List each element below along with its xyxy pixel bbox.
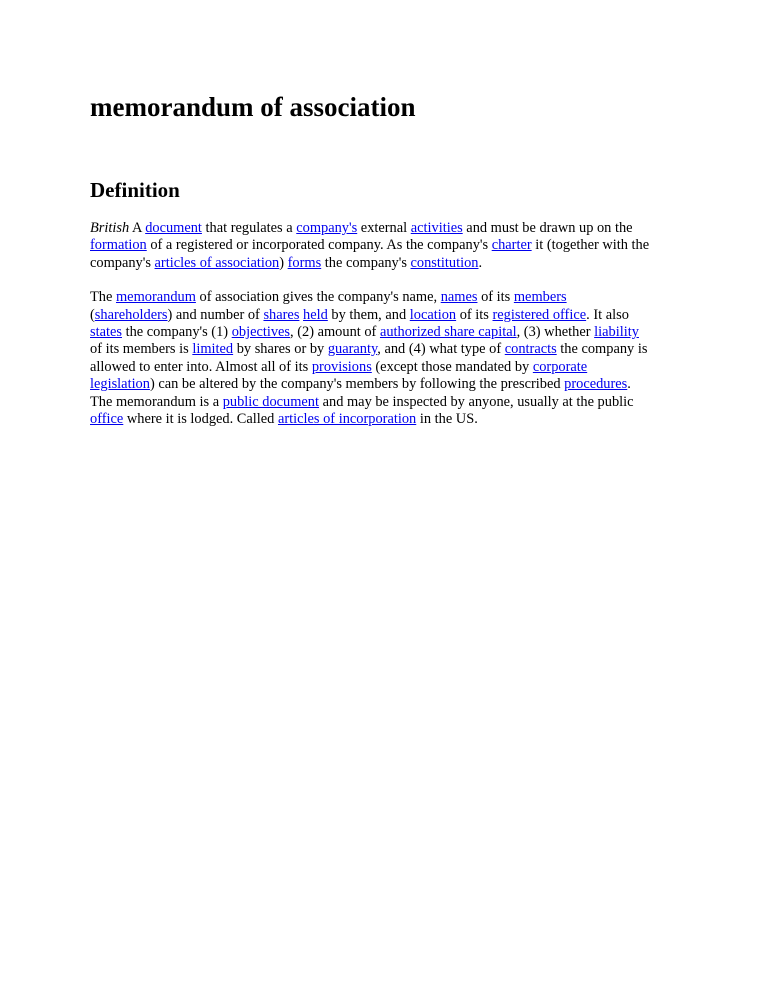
text-run: , and (4) what type of [377, 341, 505, 357]
link-constitution[interactable]: constitution [410, 255, 479, 271]
text-run: , (3) whether [516, 324, 595, 340]
text-run: ) [279, 255, 288, 271]
text-run: the company is [556, 341, 648, 357]
text-run: that regulates a [201, 220, 297, 236]
region-label: British [90, 220, 130, 236]
text-run: ( [90, 307, 95, 323]
text-run: it (together with the [531, 237, 650, 253]
paragraph-line [90, 220, 633, 237]
link-states[interactable]: states [90, 324, 122, 340]
text-run: where it is lodged. Called [123, 411, 278, 427]
link-charter[interactable]: charter [491, 237, 532, 253]
text-run: of a registered or incorporated company. As the company's [146, 237, 492, 253]
link-companys[interactable]: company's [296, 220, 358, 236]
link-members[interactable]: members [513, 289, 567, 305]
text-run: , (2) amount of [290, 324, 380, 340]
text-run: . It also [586, 307, 629, 323]
link-articles-of-incorporation[interactable]: articles of incorporation [277, 411, 417, 427]
link-objectives[interactable]: objectives [231, 324, 291, 340]
paragraph-line [90, 307, 629, 324]
paragraph-line [90, 341, 647, 358]
text-run: the company's (1) [121, 324, 232, 340]
link-held[interactable]: held [303, 307, 328, 323]
text-run: company's [90, 255, 155, 271]
paragraph-line [90, 359, 587, 376]
text-run: . [478, 255, 483, 271]
link-shareholders[interactable]: shareholders [94, 307, 168, 323]
link-formation[interactable]: formation [90, 237, 147, 253]
page-title: memorandum of association [90, 92, 416, 122]
section-heading-definition: Definition [90, 178, 180, 202]
text-run: of its [477, 289, 514, 305]
text-run: (except those mandated by [371, 359, 533, 375]
text-run: The memorandum is a [90, 394, 223, 410]
text-run: and may be inspected by anyone, usually at the public [319, 394, 634, 410]
text-run: external [357, 220, 411, 236]
paragraph-line [90, 237, 649, 254]
paragraph-line [90, 255, 482, 272]
text-run: by them, and [327, 307, 410, 323]
link-office[interactable]: office [90, 411, 124, 427]
link-articles-of-association[interactable]: articles of association [154, 255, 280, 271]
link-contracts[interactable]: contracts [504, 341, 557, 357]
link-public-document[interactable]: public document [222, 394, 320, 410]
text-run: of its members is [90, 341, 193, 357]
text-run: of association gives the company's name, [195, 289, 441, 305]
text-run: A [129, 220, 146, 236]
text-run: of its [456, 307, 493, 323]
text-run: ) and number of [167, 307, 264, 323]
text-run: ) can be altered by the company's members by following the prescribed [149, 376, 565, 392]
text-run: in the US. [416, 411, 478, 427]
link-provisions[interactable]: provisions [311, 359, 372, 375]
paragraph-line [90, 289, 567, 306]
link-authorized-share-capital[interactable]: authorized share capital [379, 324, 517, 340]
paragraph-line [90, 411, 478, 428]
link-document[interactable]: document [145, 220, 202, 236]
paragraph-line [90, 324, 639, 341]
paragraph-line [90, 376, 631, 393]
text-run: allowed to enter into. Almost all of its [90, 359, 312, 375]
text-run: . [627, 376, 631, 392]
link-guaranty[interactable]: guaranty [327, 341, 378, 357]
text-run: by shares or by [233, 341, 328, 357]
link-registered-office[interactable]: registered office [492, 307, 587, 323]
text-run: the company's [321, 255, 411, 271]
link-procedures[interactable]: procedures [564, 376, 628, 392]
text-run: The [90, 289, 116, 305]
link-limited[interactable]: limited [192, 341, 234, 357]
link-shares[interactable]: shares [263, 307, 300, 323]
link-forms[interactable]: forms [287, 255, 322, 271]
link-names[interactable]: names [440, 289, 478, 305]
text-run: and must be drawn up on the [462, 220, 633, 236]
link-location[interactable]: location [409, 307, 457, 323]
link-activities[interactable]: activities [410, 220, 463, 236]
link-legislation[interactable]: legislation [90, 376, 150, 392]
paragraph-line [90, 394, 634, 411]
link-liability[interactable]: liability [594, 324, 639, 340]
link-memorandum[interactable]: memorandum [115, 289, 196, 305]
link-corporate[interactable]: corporate [532, 359, 588, 375]
